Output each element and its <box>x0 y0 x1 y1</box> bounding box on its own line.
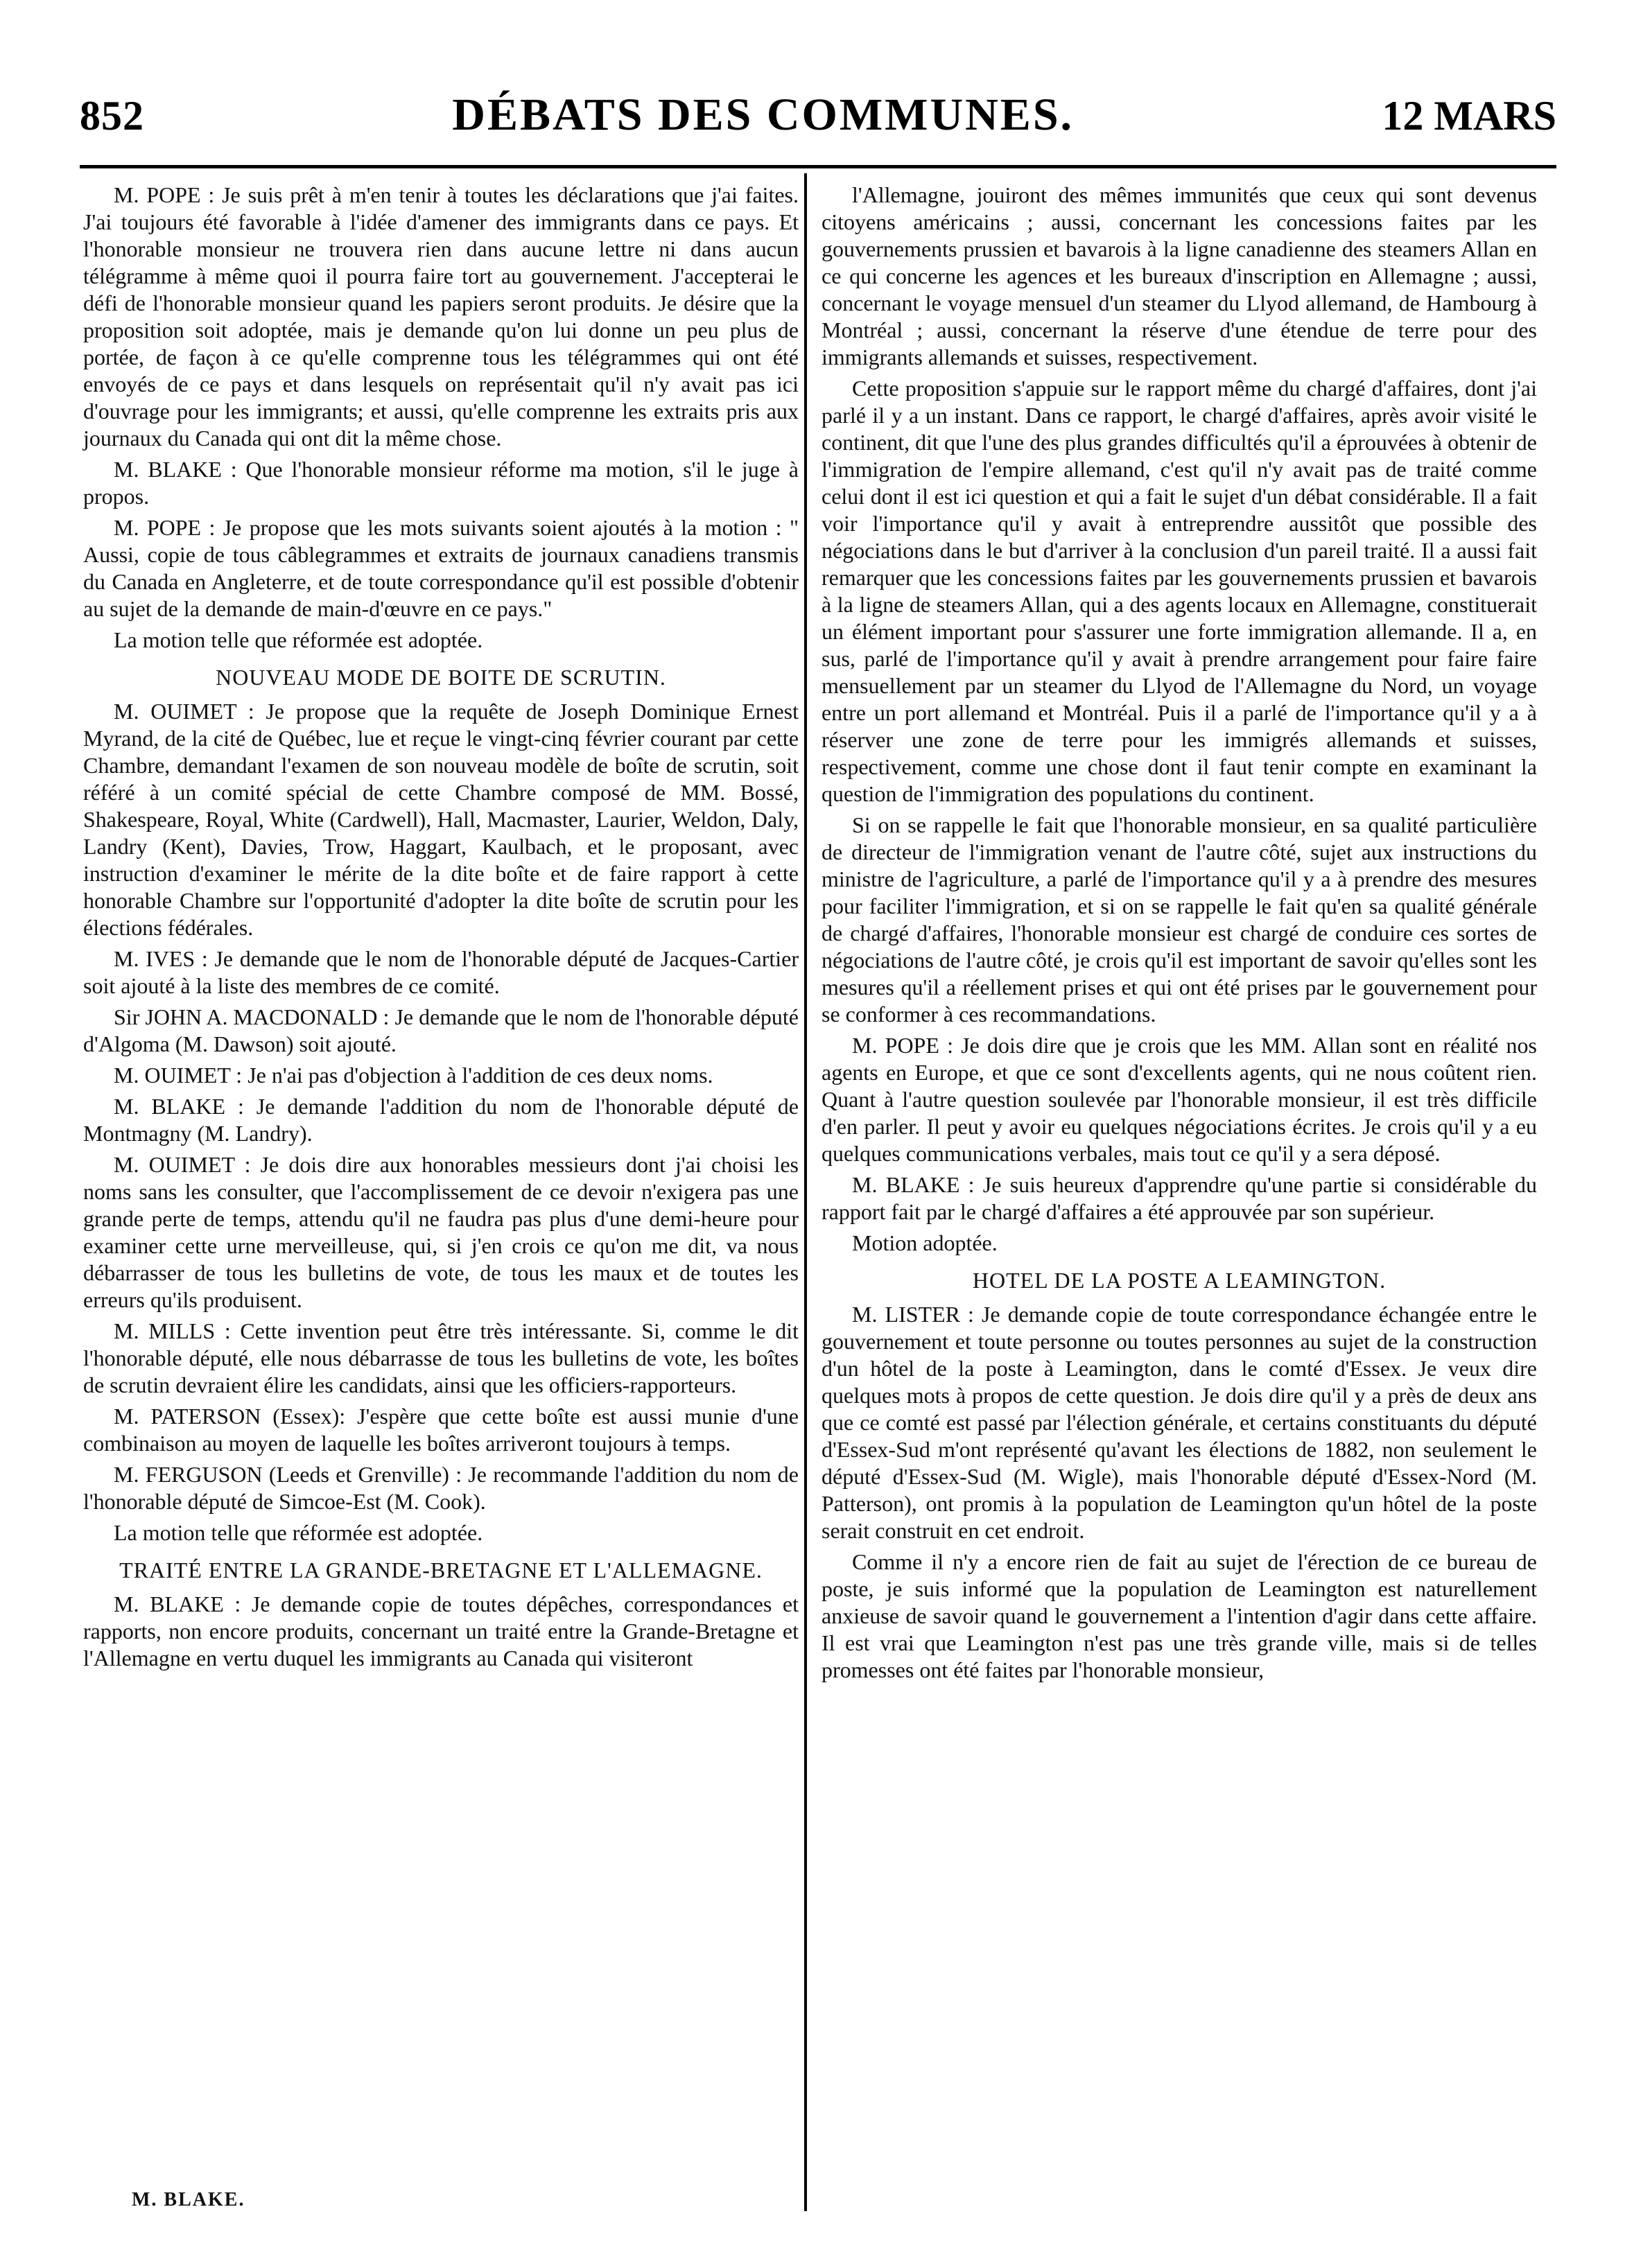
right-paragraph: l'Allemagne, jouiront des mêmes immunités que ceux qui sont devenus citoyens américains ; aussi, concernant les concessions faites par les gouvernements prussien et bavarois à la ligne canadienne des steamers Allan en ce qui concerne les agences et les bureaux d'inscription en Allemagne ; aussi, concernant le voyage mensuel d'un steamer du Llyod allemand, de Hambourg à Montréal ; aussi, concernant la réserve d'une étendue de terre pour des immigrants allemands et suisses, respectivement. <box>822 182 1537 369</box>
left-paragraph: M. PATERSON (Essex): J'espère que cette boîte est aussi munie d'une combinaison au moyen de laquelle les boîtes arriveront toujours à temps. <box>83 1404 799 1456</box>
left-paragraph: M. FERGUSON (Leeds et Grenville) : Je recommande l'addition du nom de l'honorable député de Simcoe-Est (M. Cook). <box>83 1462 799 1514</box>
left-paragraph: M. MILLS : Cette invention peut être très intéressante. Si, comme le dit l'honorable député, elle nous débarrasse de tous les bulletins de vote, les boîtes de scrutin devraient élire les candidats, ainsi que les officiers-rapporteurs. <box>83 1318 799 1397</box>
page-number: 852 <box>80 93 144 139</box>
left-paragraph: Sir JOHN A. MACDONALD : Je demande que le nom de l'honorable député d'Algoma (M. Dawson) soit ajouté. <box>83 1004 799 1056</box>
header-rule <box>80 165 1556 168</box>
left-paragraph: M. OUIMET : Je n'ai pas d'objection à l'addition de ces deux noms. <box>114 1063 713 1088</box>
left-paragraph: La motion telle que réformée est adoptée. <box>114 1520 483 1545</box>
left-paragraph: M. POPE : Je propose que les mots suivants soient ajoutés à la motion : " Aussi, copie de tous câblegrammes et extraits de journaux canadiens transmis du Canada en Angleterre, et de toute correspondance qu'il est possible d'obtenir au sujet de la demande de main-d'œuvre en ce pays." <box>83 515 799 621</box>
left-paragraph: M. OUIMET : Je dois dire aux honorables messieurs dont j'ai choisi les noms sans les consulter, que l'accomplissement de ce devoir n'exigera pas une grande perte de temps, attendu qu'il ne faudra pas plus d'une demi-heure pour examiner cette urne merveilleuse, qui, si j'en crois ce qu'on me dit, va nous débarrasser de tous les bulletins de vote, de tous les maux et de toutes les erreurs qu'ils produisent. <box>83 1152 799 1312</box>
left-paragraph: M. BLAKE : Je demande l'addition du nom de l'honorable député de Montmagny (M. Landry). <box>83 1094 799 1146</box>
right-paragraph: Cette proposition s'appuie sur le rapport même du chargé d'affaires, dont j'ai parlé il y a un instant. Dans ce rapport, le chargé d'affaires, après avoir visité le continent, dit que l'une des plus grandes difficultés qu'il a éprouvées à obtenir de l'immigration de l'empire allemand, c'est qu'il n'y avait pas de traité comme celui dont il est ici question et qui a fait le sujet d'un débat considérable. Il a fait voir l'importance qu'il y avait à entreprendre aussitôt que possible des négociations dans le but d'arriver à la conclusion d'un pareil traité. Il a aussi fait remarquer que les concessions faites par les gouvernements prussien et bavarois à la ligne de steamers Allan, qui a des agents locaux en Allemagne, constituerait un élément important pour s'assurer une forte immigration allemande. Il a, en sus, parlé de l'importance qu'il y avait à prendre arrangement pour faire faire mensuellement par un steamer du Llyod de l'Allemagne du Nord, un voyage entre un port allemand et Montréal. Puis il a parlé de l'importance qu'il y a à réserver une zone de terre pour les immigrés allemands et suisses, respectivement, comme une chose dont il faut tenir compte en examinant la question de l'immigration des populations du continent. <box>822 376 1537 806</box>
right-section-heading: HOTEL DE LA POSTE A LEAMINGTON. <box>972 1268 1387 1293</box>
left-paragraph: M. OUIMET : Je propose que la requête de Joseph Dominique Ernest Myrand, de la cité de Québec, lue et reçue le vingt-cinq février courant par cette Chambre, demandant l'examen de son nouveau modèle de boîte de scrutin, soit référé à un comité spécial de cette Chambre composé de MM. Bossé, Shakespeare, Royal, White (Cardwell), Hall, Macmaster, Laurier, Weldon, Daly, Landry (Kent), Davies, Trow, Haggart, Kaulbach, et le proposant, avec instruction d'examiner le mérite de la dite boîte et de faire rapport à cette honorable Chambre sur l'opportunité d'adopter la dite boîte de scrutin pour les élections fédérales. <box>83 699 799 940</box>
left-paragraph: M. POPE : Je suis prêt à m'en tenir à toutes les déclarations que j'ai faites. J'ai toujours été favorable à l'idée d'amener des immigrants dans ce pays. Et l'honorable monsieur ne trouvera rien dans aucune lettre ni dans aucun télégramme à même quoi il pourra faire tort au gouvernement. J'accepterai le défi de l'honorable monsieur quand les papiers seront produits. Je désire que la proposition soit adoptée, mais je demande qu'on lui donne un peu plus de portée, de façon à ce qu'elle comprenne tous les télégrammes qui ont été envoyés de ce pays et dans lesquels on représentait qu'il n'y avait pas ici d'ouvrage pour les immigrants; et aussi, qu'elle comprenne les extraits pris aux journaux du Canada qui ont dit la même chose. <box>83 182 799 451</box>
right-paragraph: Comme il n'y a encore rien de fait au sujet de l'érection de ce bureau de poste, je suis informé que la population de Leamington est naturellement anxieuse de savoir quand le gouvernement a l'intention d'agir dans cette affaire. Il est vrai que Leamington n'est pas une très grande ville, mais si de telles promesses ont été faites par l'honorable monsieur, <box>822 1549 1537 1682</box>
header-date: 12 MARS <box>1382 93 1556 139</box>
left-paragraph: M. IVES : Je demande que le nom de l'honorable député de Jacques-Cartier soit ajouté à la liste des membres de ce comité. <box>83 946 799 998</box>
right-paragraph: M. POPE : Je dois dire que je crois que les MM. Allan sont en réalité nos agents en Europe, et que ce sont d'excellents agents, qui ne nous coûtent rien. Quant à l'autre question soulevée par l'honorable monsieur, il est très difficile d'en parler. Il peut y avoir eu quelques négociations écrites. Je crois qu'il y a eu quelques communications verbales, mais tout ce qu'il y a sera déposé. <box>822 1033 1537 1166</box>
left-paragraph: La motion telle que réformée est adoptée. <box>114 627 483 652</box>
right-paragraph: M. BLAKE : Je suis heureux d'apprendre qu'une partie si considérable du rapport fait par le chargé d'affaires a été approuvée par son supérieur. <box>822 1172 1537 1224</box>
left-paragraph: M. BLAKE : Que l'honorable monsieur réforme ma motion, s'il le juge à propos. <box>83 457 799 509</box>
column-divider <box>804 173 807 2211</box>
right-paragraph: M. LISTER : Je demande copie de toute correspondance échangée entre le gouvernement et toute personne ou toutes personnes au sujet de la construction d'un hôtel de la poste à Leamington, dans le comté d'Essex. Je veux dire quelques mots à propos de cette question. Je dois dire qu'il y a près de deux ans que ce comté est passé par l'élection générale, et certains constituants du député d'Essex-Sud m'ont représenté qu'avant les élections de 1882, non seulement le député d'Essex-Sud (M. Wigle), mais l'honorable député d'Essex-Nord (M. Patterson), ont promis à la population de Leamington qu'un hôtel de la poste serait construit en cet endroit. <box>822 1302 1537 1543</box>
left-section-heading: TRAITÉ ENTRE LA GRANDE-BRETAGNE ET L'ALLEMAGNE. <box>119 1558 763 1582</box>
right-paragraph: Motion adoptée. <box>852 1230 998 1255</box>
running-title: DÉBATS DES COMMUNES. <box>452 89 1075 140</box>
page-header <box>80 89 1556 151</box>
right-paragraph: Si on se rappelle le fait que l'honorable monsieur, en sa qualité particulière de directeur de l'immigration venant de l'autre côté, sujet aux instructions du ministre de l'agriculture, a parlé de l'importance qu'il y a à prendre des mesures pour faciliter l'immigration, et si on se rappelle le fait qu'en sa qualité générale de chargé d'affaires, l'honorable monsieur est chargé de conduire ces sortes de négociations de l'autre côté, je crois qu'il est important de savoir qu'elles sont les mesures qu'il a réellement prises et qui ont été prises par le gouvernement pour se conformer à ces recommandations. <box>822 812 1537 1027</box>
catchword-signature: M. BLAKE. <box>132 2189 245 2210</box>
right-column <box>822 182 1537 1688</box>
left-paragraph: M. BLAKE : Je demande copie de toutes dépêches, correspondances et rapports, non encore produits, concernant un traité entre la Grande-Bretagne et l'Allemagne en vertu duquel les immigrants au Canada qui visiteront <box>83 1591 799 1671</box>
left-section-heading: NOUVEAU MODE DE BOITE DE SCRUTIN. <box>216 665 666 690</box>
left-column <box>83 182 799 1676</box>
